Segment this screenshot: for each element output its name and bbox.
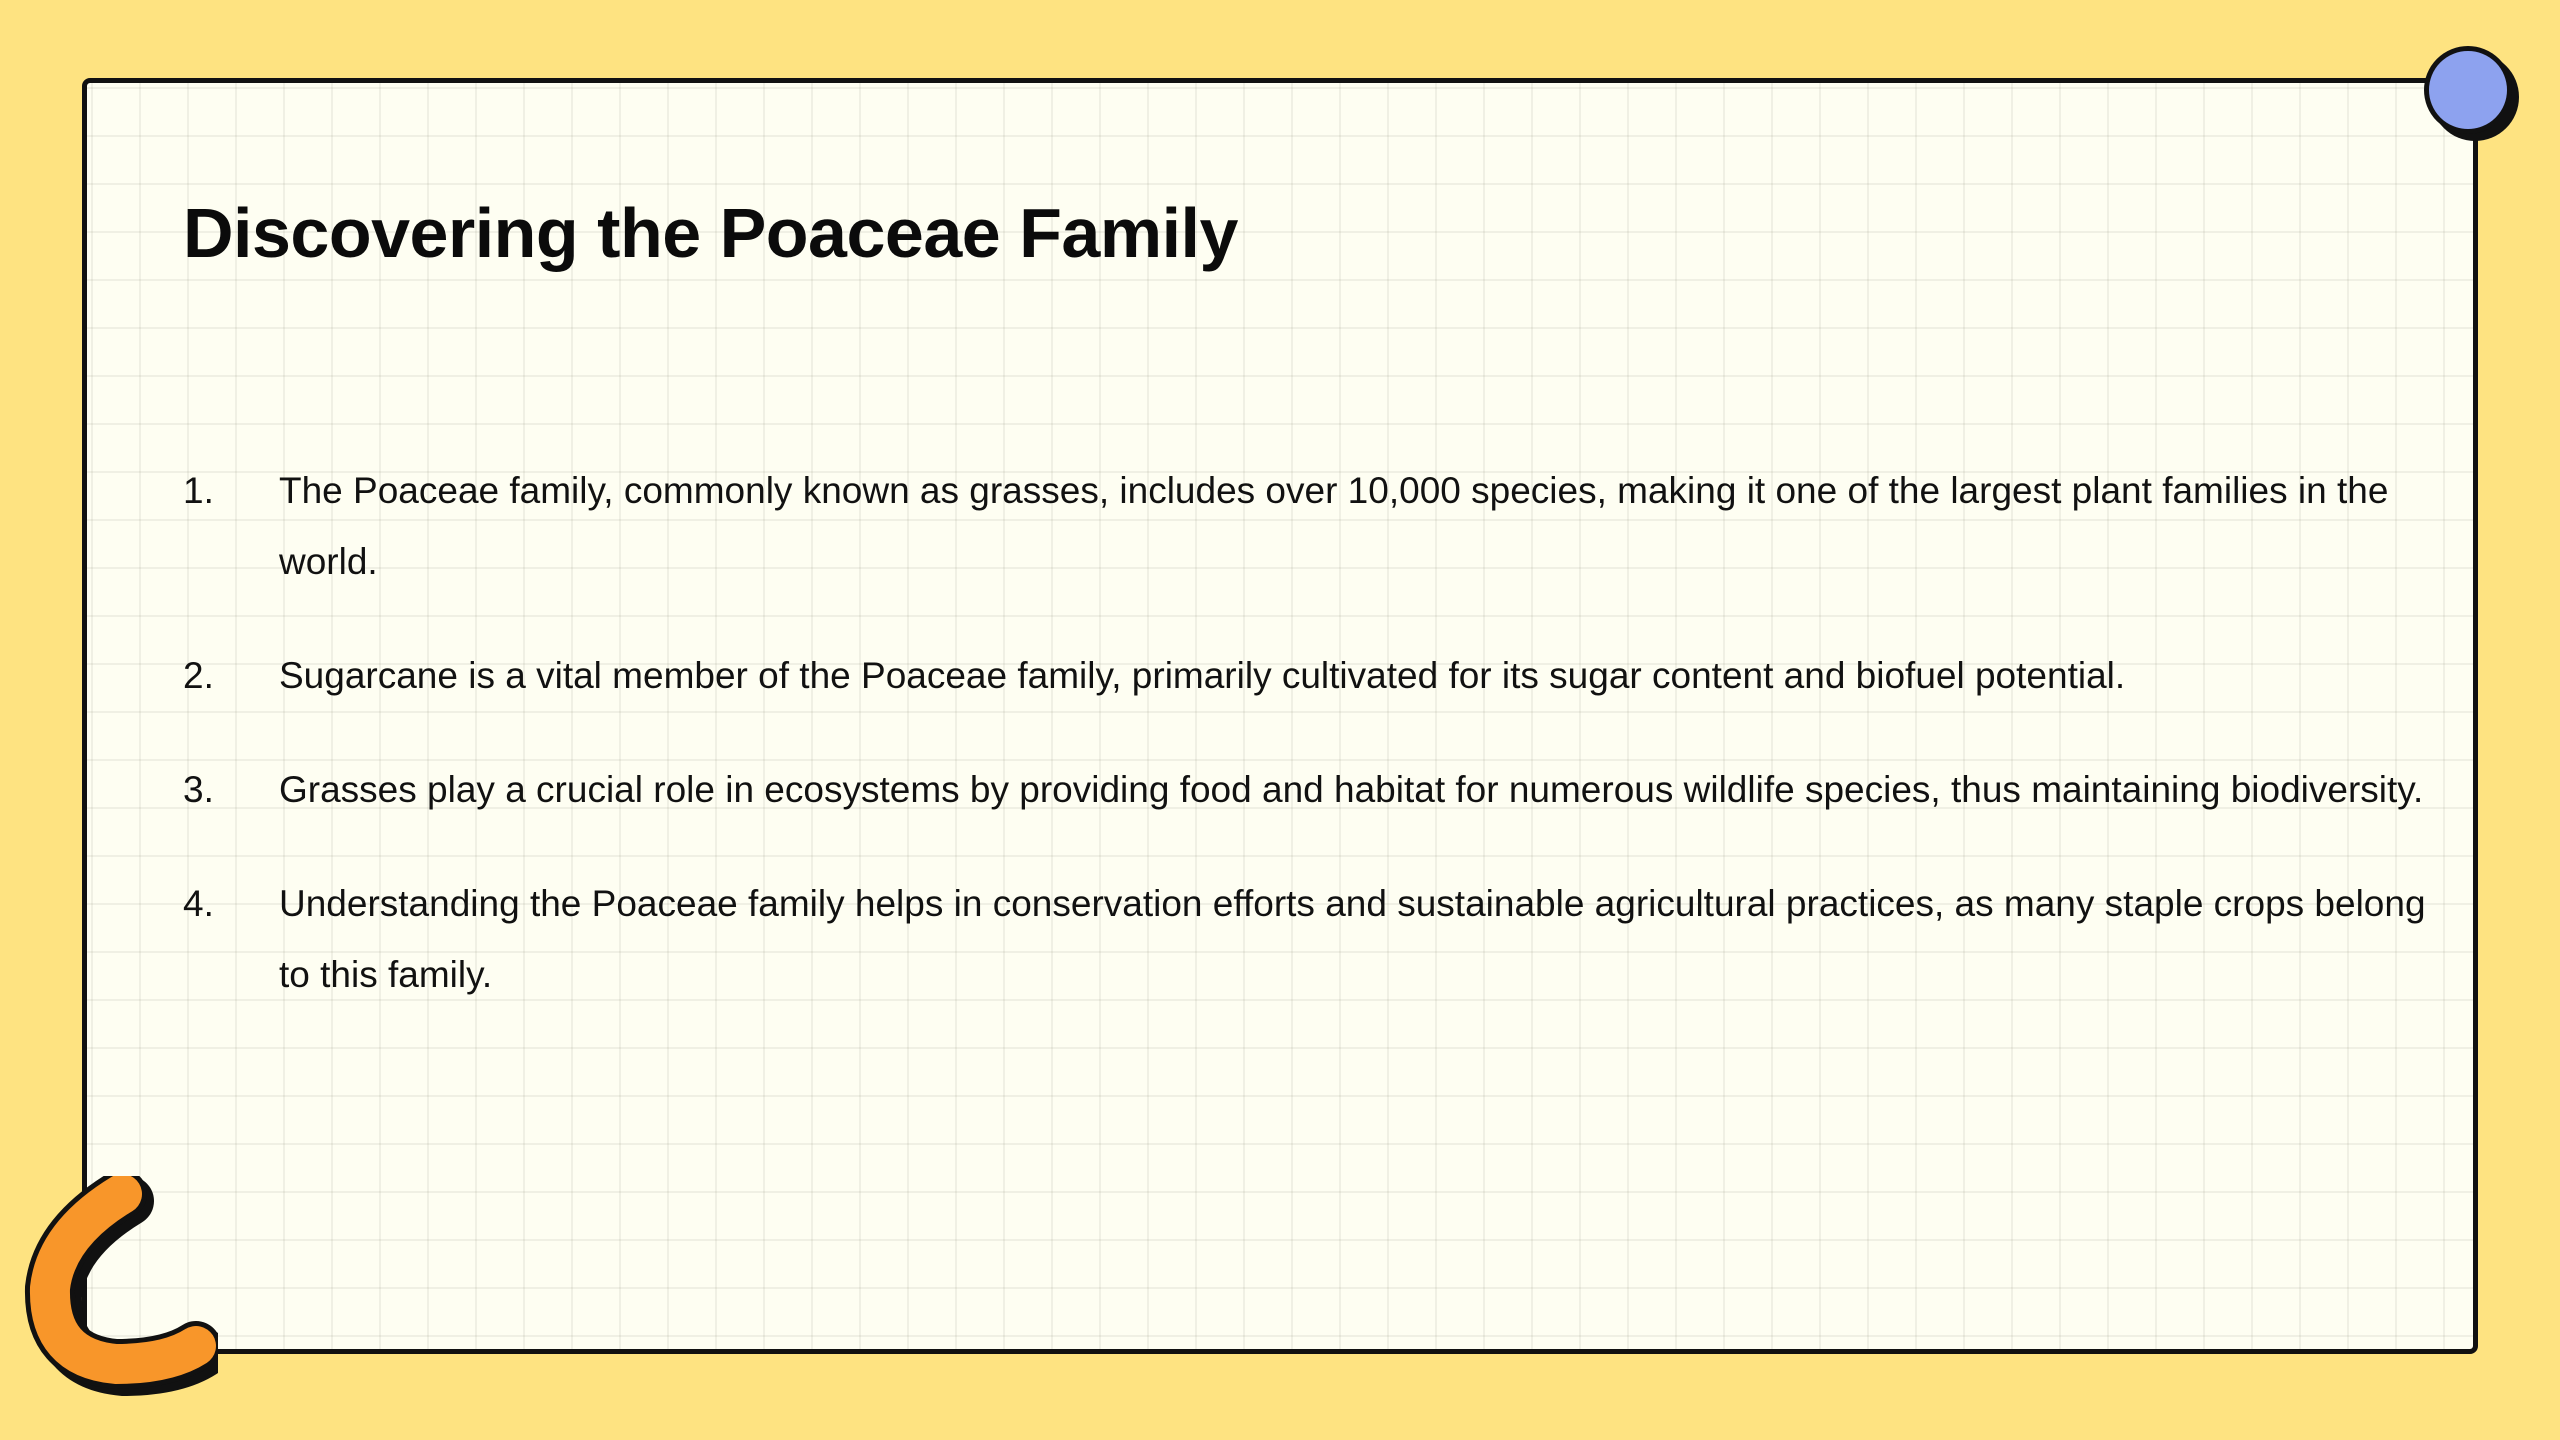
- list-item-number: 1.: [183, 470, 214, 511]
- orange-arc-icon: [18, 1176, 218, 1406]
- slide-title: Discovering the Poaceae Family: [183, 194, 1238, 272]
- list-item-number: 2.: [183, 655, 214, 696]
- list-item: [183, 640, 2443, 711]
- slide-card: [82, 78, 2478, 1354]
- list-item-text: Sugarcane is a vital member of the Poaceae family, primarily cultivated for its sugar content and biofuel potential.: [279, 655, 2126, 696]
- list-item-number: 3.: [183, 769, 214, 810]
- list-item-number: 4.: [183, 883, 214, 924]
- numbered-list: [183, 455, 2443, 1053]
- list-item: [183, 455, 2443, 597]
- blue-circle-icon: [2424, 46, 2512, 134]
- list-item-text: The Poaceae family, commonly known as grasses, includes over 10,000 species, making it one of the largest plant families in the world.: [279, 470, 2389, 582]
- list-item-text: Grasses play a crucial role in ecosystems by providing food and habitat for numerous wildlife species, thus maintaining biodiversity.: [279, 769, 2424, 810]
- list-item: [183, 868, 2443, 1010]
- list-item-text: Understanding the Poaceae family helps in conservation efforts and sustainable agricultural practices, as many staple crops belong to this family.: [279, 883, 2426, 995]
- list-item: [183, 754, 2443, 825]
